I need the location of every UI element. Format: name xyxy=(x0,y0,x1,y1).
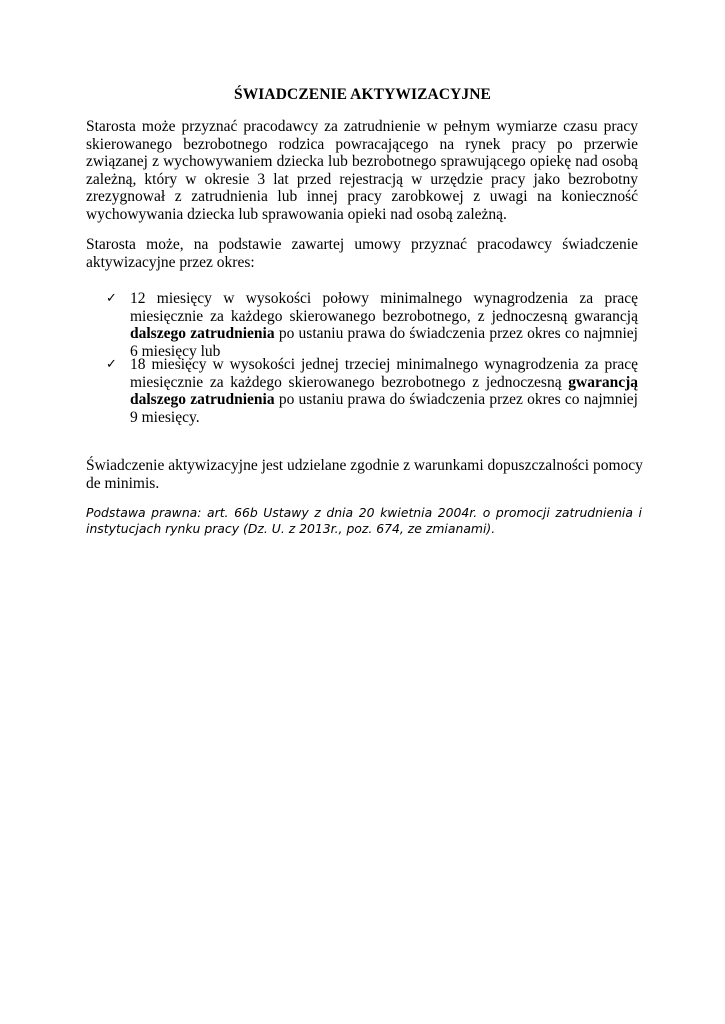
list-item-text xyxy=(130,290,638,360)
list-item-text-end: po ustaniu prawa do świadczenia przez okres co najmniej 6 miesięcy lub xyxy=(130,325,638,360)
document-title: ŚWIADCZENIE AKTYWIZACYJNE xyxy=(233,86,491,103)
paragraph-de-minimis: Świadczenie aktywizacyjne jest udzielane zgodnie z warunkami dopuszczalności pomocy de minimis. xyxy=(86,457,643,492)
list-item-text-end: po ustaniu prawa do świadczenia przez okres co najmniej 9 miesięcy. xyxy=(130,391,638,426)
legal-basis: Podstawa prawna: art. 66b Ustawy z dnia 20 kwietnia 2004r. o promocji zatrudnienia i instytucjach rynku pracy (Dz. U. z 2013r., poz. 674, ze zmianami). xyxy=(86,505,642,537)
paragraph-eligibility: Starosta może przyznać pracodawcy za zatrudnienie w pełnym wymiarze czasu pracy skierowanego bezrobotnego rodzica powracającego na rynek pracy po przerwie związanej z wychowywaniem dziecka lub bezrobotnego sprawującego opiekę nad osobą zależną, który w okresie 3 lat przed rejestracją w urzędzie pracy jako bezrobotny zrezygnował z zatrudnienia lub innej pracy zarobkowej z uwagi na konieczność wychowywania dziecka lub sprawowania opieki nad osobą zależną. xyxy=(86,118,638,223)
list-item-text-bold: dalszego zatrudnienia xyxy=(130,325,275,343)
check-icon: ✓ xyxy=(106,357,117,372)
list-item-text-bold: gwarancją dalszego zatrudnienia xyxy=(130,373,638,409)
check-icon: ✓ xyxy=(106,291,117,306)
list-item-18-months xyxy=(106,356,638,426)
paragraph-benefit-period: Starosta może, na podstawie zawartej umowy przyznać pracodawcy świadczenie aktywizacyjne przez okres: xyxy=(86,236,638,271)
list-item-text-start: 12 miesięcy w wysokości połowy minimalnego wynagrodzenia za pracę miesięcznie za każdego skierowanego bezrobotnego, z jednoczesną gwarancją xyxy=(130,290,638,325)
list-item-12-months xyxy=(106,290,638,360)
list-item-text-start: 18 miesięcy w wysokości jednej trzeciej minimalnego wynagrodzenia za pracę miesięcznie za każdego skierowanego bezrobotnego z jednoczesną xyxy=(130,356,638,391)
list-item-text xyxy=(130,356,638,426)
